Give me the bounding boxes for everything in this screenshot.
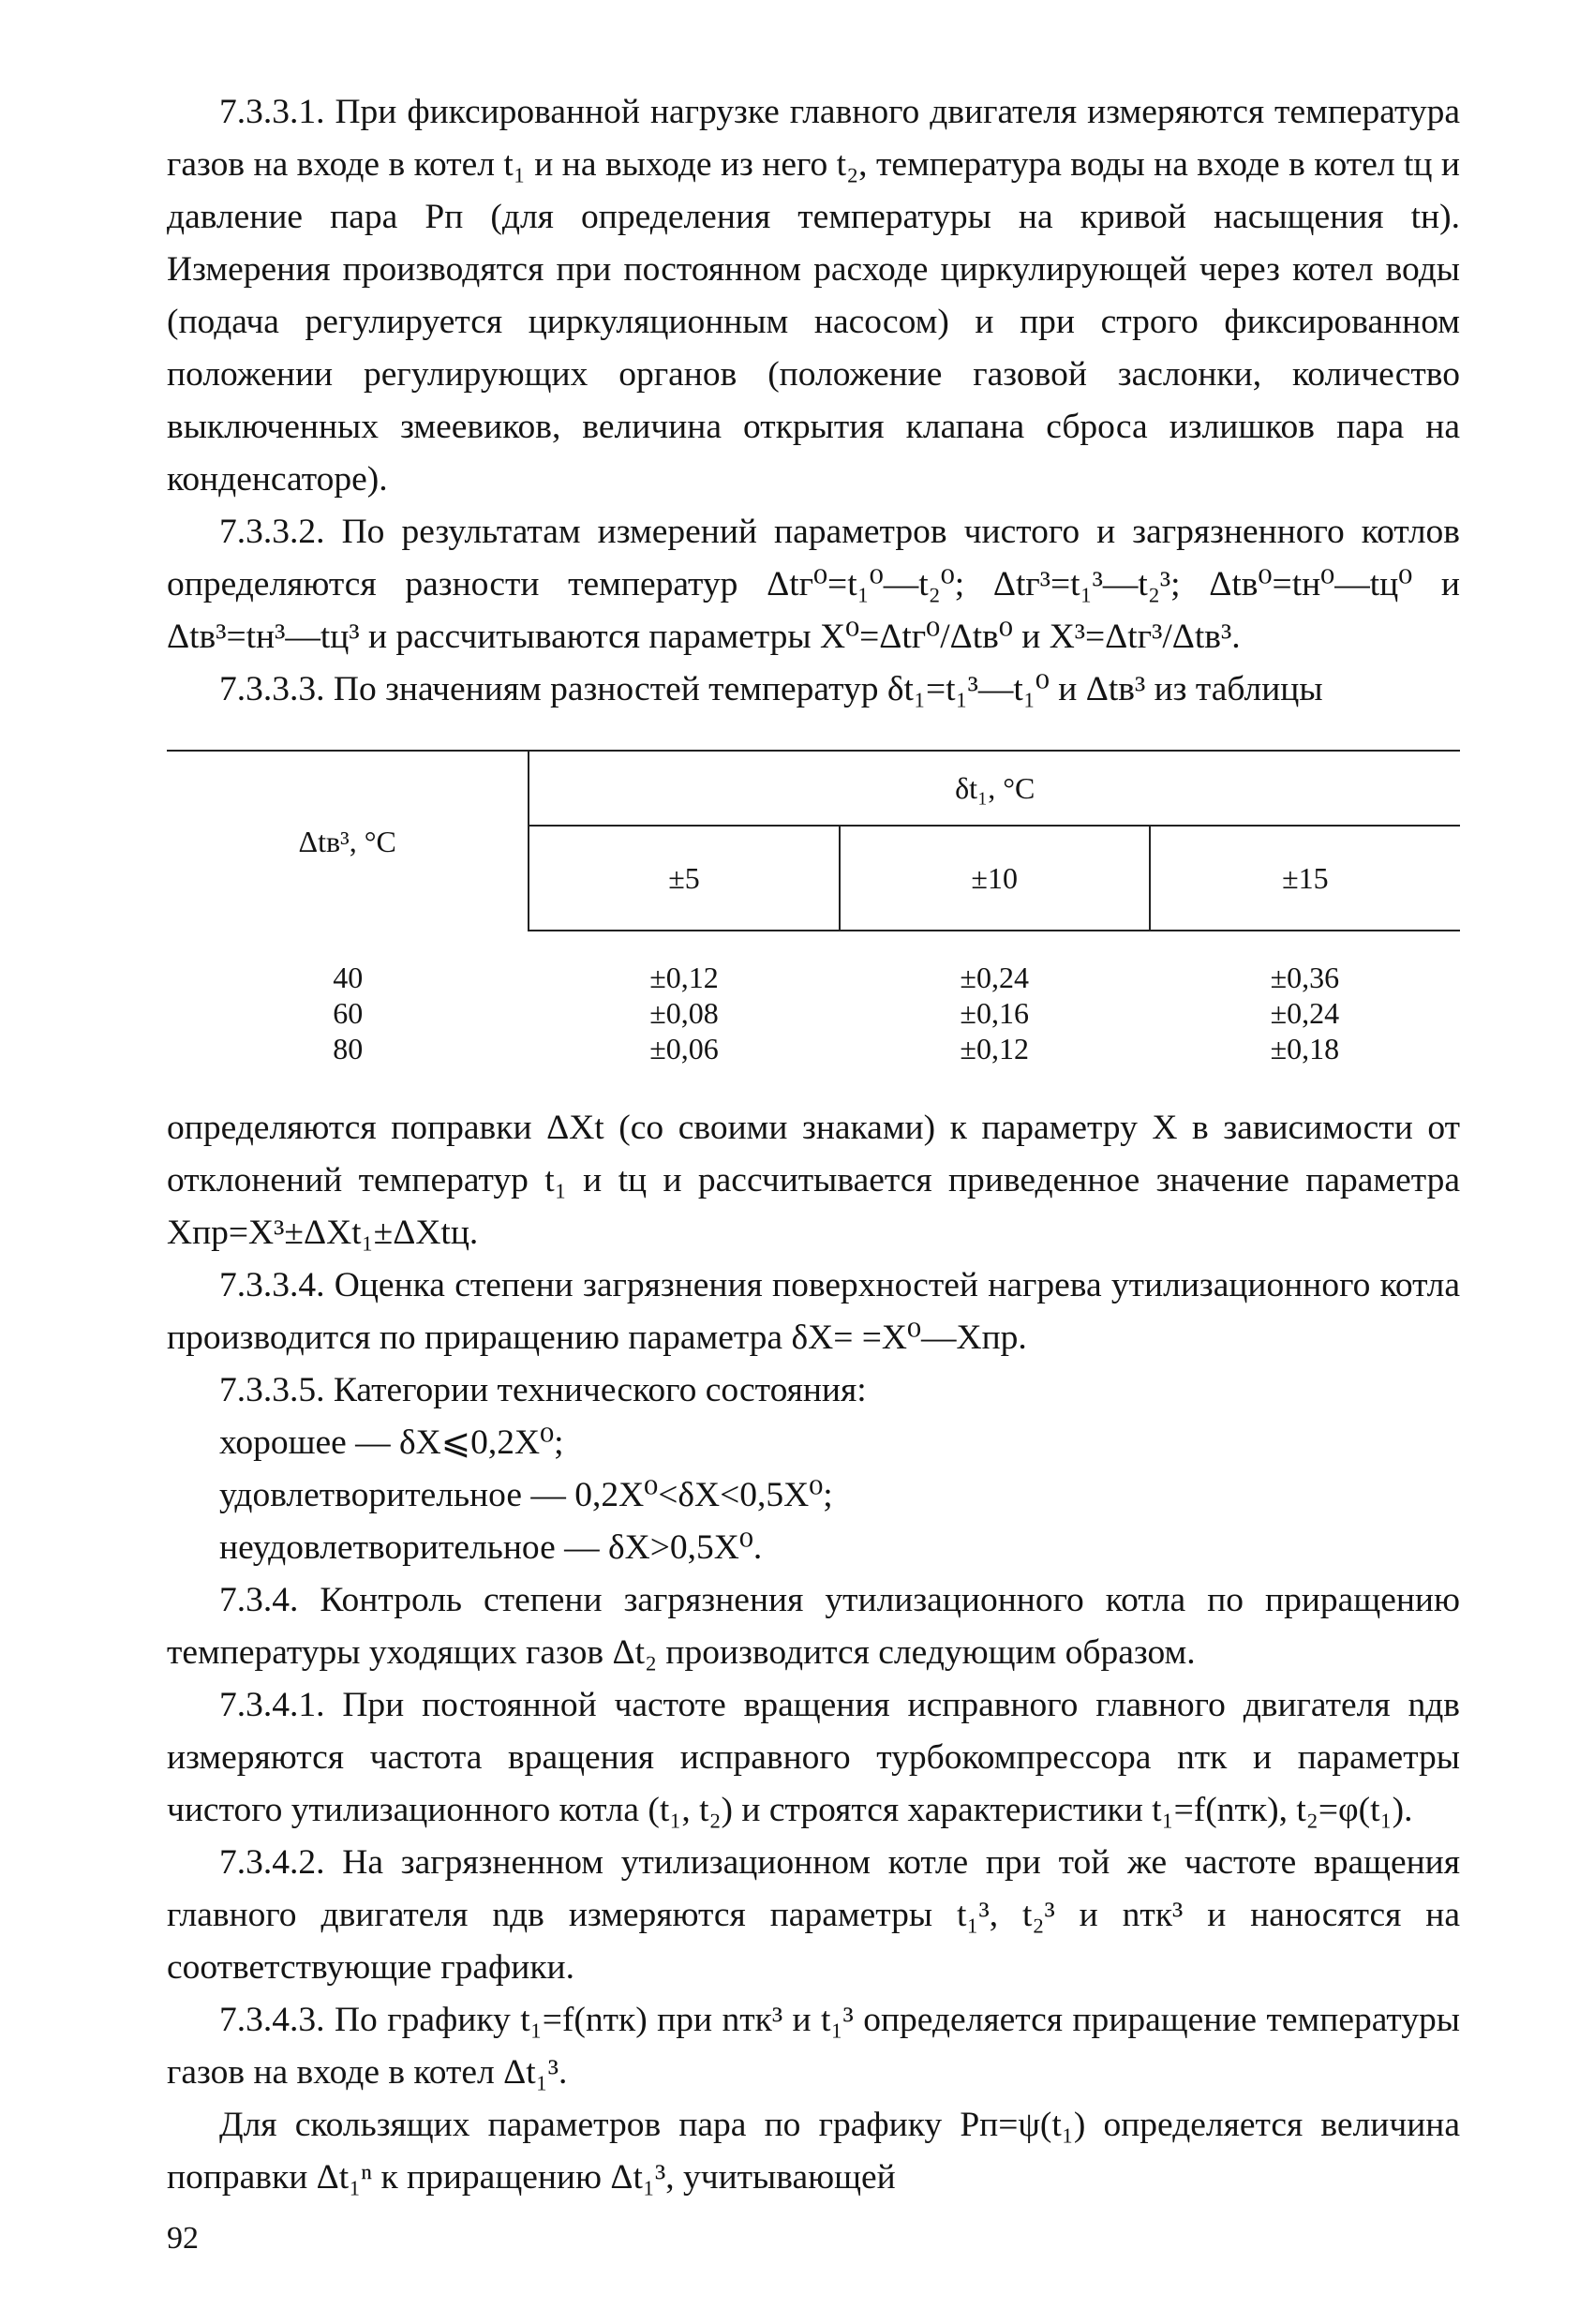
table-cell: ±0,12 xyxy=(649,961,719,994)
paragraph-7-3-3-4: 7.3.3.4. Оценка степени загрязнения поверхностей нагрева утилизационного котла производится по приращению параметра δX= =X⁰—Xпр. xyxy=(167,1266,1460,1357)
paragraph-7-3-4-3: 7.3.4.3. По графику t₁=f(nтк) при nтк³ и t₁³ определяется приращение температуры газов на входе в котел Δt₁³. xyxy=(167,2001,1460,2092)
table-row xyxy=(167,1031,1460,1066)
category-unsatisfactory: неудовлетворительное — δX>0,5X⁰. xyxy=(219,1528,763,1567)
table-row xyxy=(167,931,1460,995)
paragraph-7-3-3-2: 7.3.3.2. По результатам измерений параметров чистого и загрязненного котлов определяются разности температур Δtг⁰=t₁⁰—t₂⁰; Δtг³=t₁³—t₂³; Δtв⁰=tн⁰—tц⁰ и Δtв³=tн³—tц³ и рассчитываются параметры X⁰=Δtг⁰/Δtв⁰ и X³=Δtг³/Δtв³. xyxy=(167,513,1460,656)
paragraph-7-3-4: 7.3.4. Контроль степени загрязнения утилизационного котла по приращению температуры уходящих газов Δt₂ производится следующим образом. xyxy=(167,1581,1460,1672)
corrections-table xyxy=(167,750,1460,1066)
table-cell: ±0,36 xyxy=(1270,961,1340,994)
table-cell: ±0,24 xyxy=(1270,996,1340,1030)
paragraph-7-3-3-5: 7.3.3.5. Категории технического состояния: xyxy=(219,1371,867,1409)
paragraph-7-3-3-3: 7.3.3.3. По значениям разностей температур δt₁=t₁³—t₁⁰ и Δtв³ из таблицы xyxy=(219,670,1323,708)
table-group-header: δt₁, °C xyxy=(529,751,1460,826)
table-cell-label: 40 xyxy=(333,960,364,994)
table-cell: ±0,12 xyxy=(960,1032,1029,1065)
table-cell: ±0,24 xyxy=(960,961,1029,994)
table-row-header: Δtв³, °C xyxy=(167,751,529,931)
corrections-table-wrapper xyxy=(167,750,1460,1066)
paragraph-corrections: определяются поправки ΔXt (со своими знаками) к параметру X в зависимости от отклонений температур t₁ и tц и рассчитывается приведенное значение параметра Xпр=X³±ΔXt₁±ΔXtц. xyxy=(167,1109,1460,1252)
paragraph-sliding-parameters: Для скользящих параметров пара по графику Pп=ψ(t₁) определяется величина поправки Δt₁ⁿ к приращению Δt₁³, учитывающей xyxy=(167,2106,1460,2197)
table-column-header: ±10 xyxy=(840,826,1150,931)
paragraph-7-3-3-1: 7.3.3.1. При фиксированной нагрузке главного двигателя измеряются температура газов на входе в котел t₁ и на выходе из него t₂, температура воды на входе в котел tц и давление пара Pп (для определения температуры на кривой насыщения tн). Измерения производятся при постоянном расходе циркулирующей через котел воды (подача регулируется циркуляционным насосом) и при строго фиксированном положении регулирующих органов (положение газовой заслонки, количество выключенных змеевиков, величина открытия клапана сброса излишков пара на конденсаторе). xyxy=(167,93,1460,499)
page-number: 92 xyxy=(167,2221,199,2256)
paragraph-7-3-4-1: 7.3.4.1. При постоянной частоте вращения исправного главного двигателя nдв измеряются частота вращения исправного турбокомпрессора nтк и параметры чистого утилизационного котла (t₁, t₂) и строятся характеристики t₁=f(nтк), t₂=φ(t₁). xyxy=(167,1686,1460,1829)
page-body xyxy=(167,86,1460,2204)
table-column-header: ±5 xyxy=(529,826,839,931)
table-cell: ±0,06 xyxy=(649,1032,719,1065)
category-satisfactory: удовлетворительное — 0,2X⁰<δX<0,5X⁰; xyxy=(219,1476,833,1514)
category-good: хорошее — δX⩽0,2X⁰; xyxy=(219,1423,564,1462)
table-cell-label: 80 xyxy=(333,1032,364,1065)
table-cell: ±0,08 xyxy=(649,996,719,1030)
paragraph-7-3-4-2: 7.3.4.2. На загрязненном утилизационном котле при той же частоте вращения главного двигателя nдв измеряются параметры t₁³, t₂³ и nтк³ и наносятся на соответствующие графики. xyxy=(167,1843,1460,1987)
table-row xyxy=(167,995,1460,1031)
table-cell: ±0,18 xyxy=(1270,1032,1340,1065)
table-column-header: ±15 xyxy=(1150,826,1460,931)
table-cell: ±0,16 xyxy=(960,996,1029,1030)
table-cell-label: 60 xyxy=(333,996,364,1030)
